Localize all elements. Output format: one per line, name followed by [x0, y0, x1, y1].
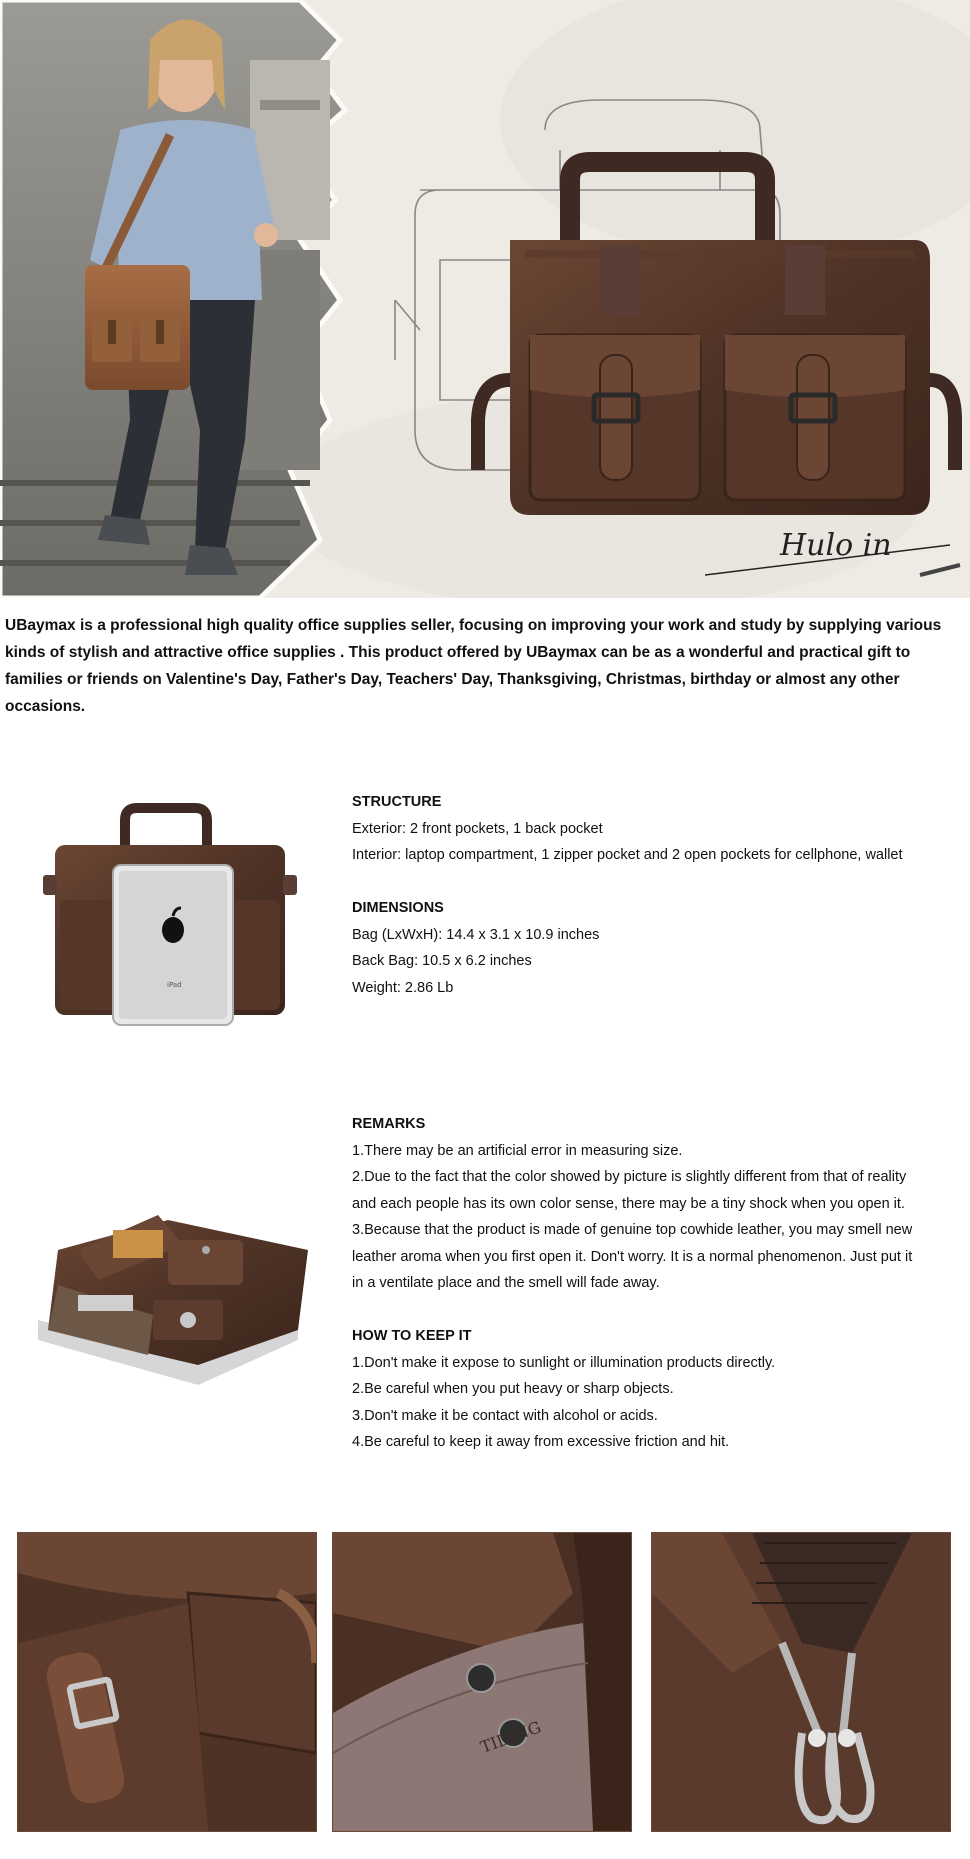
hero-image — [0, 0, 970, 598]
care-line: 1.Don't make it expose to sunlight or illumination products directly. — [352, 1354, 776, 1371]
care-heading: HOW TO KEEP IT — [352, 1328, 472, 1344]
remarks-section — [352, 1111, 927, 1456]
remarks-heading: REMARKS — [352, 1116, 426, 1132]
care-line: 4.Be careful to keep it away from excessive friction and hit. — [352, 1434, 730, 1450]
care-line: 3.Don't make it be contact with alcohol or acids. — [352, 1407, 658, 1424]
dimensions-line: Bag (LxWxH): 14.4 x 3.1 x 10.9 inches — [352, 926, 600, 943]
structure-line: Interior: laptop compartment, 1 zipper pocket and 2 open pockets for cellphone, wallet — [352, 847, 903, 863]
remarks-line: 2.Due to the fact that the color showed by picture is slightly different from that of reality and each people has its own color sense, there may be a tiny shock when you open it. — [352, 1169, 907, 1212]
open-bag-image — [18, 1190, 308, 1390]
care-line: 2.Be careful when you put heavy or sharp objects. — [352, 1381, 674, 1397]
detail-buckle-image — [17, 1532, 317, 1832]
signature-text: Hulo in — [780, 528, 892, 563]
hero-banner — [0, 0, 970, 598]
intro-paragraph: UBaymax is a professional high quality office supplies seller, focusing on improving your work and study by supplying various kinds of stylish and attractive office supplies . This product offered by UBaymax can be as a wonderful and practical gift to families or friends on Valentine's Day, Father's Day, Teachers' Day, Thanksgiving, Christmas, birthday or almost any other occasions. — [5, 617, 942, 715]
structure-section — [352, 789, 922, 1001]
dimensions-line: Weight: 2.86 Lb — [352, 979, 454, 996]
lining-brand-text: TIDING — [477, 1717, 544, 1757]
remarks-line: 3.Because that the product is made of genuine top cowhide leather, you may smell new leather aroma when you first open it. Don't worry. It is a normal phenomenon. Just put it in a ventilate place and the smell will fade away. — [352, 1222, 913, 1291]
bag-with-tablet-image — [25, 800, 305, 1030]
detail-lining-image — [332, 1532, 632, 1832]
dimensions-line: Back Bag: 10.5 x 6.2 inches — [352, 953, 532, 969]
tablet-label: iPad — [167, 981, 182, 989]
dimensions-heading: DIMENSIONS — [352, 900, 444, 916]
structure-heading: STRUCTURE — [352, 794, 442, 810]
remarks-line: 1.There may be an artificial error in measuring size. — [352, 1142, 683, 1159]
structure-line: Exterior: 2 front pockets, 1 back pocket — [352, 820, 603, 837]
detail-strap-hook-image — [651, 1532, 951, 1832]
